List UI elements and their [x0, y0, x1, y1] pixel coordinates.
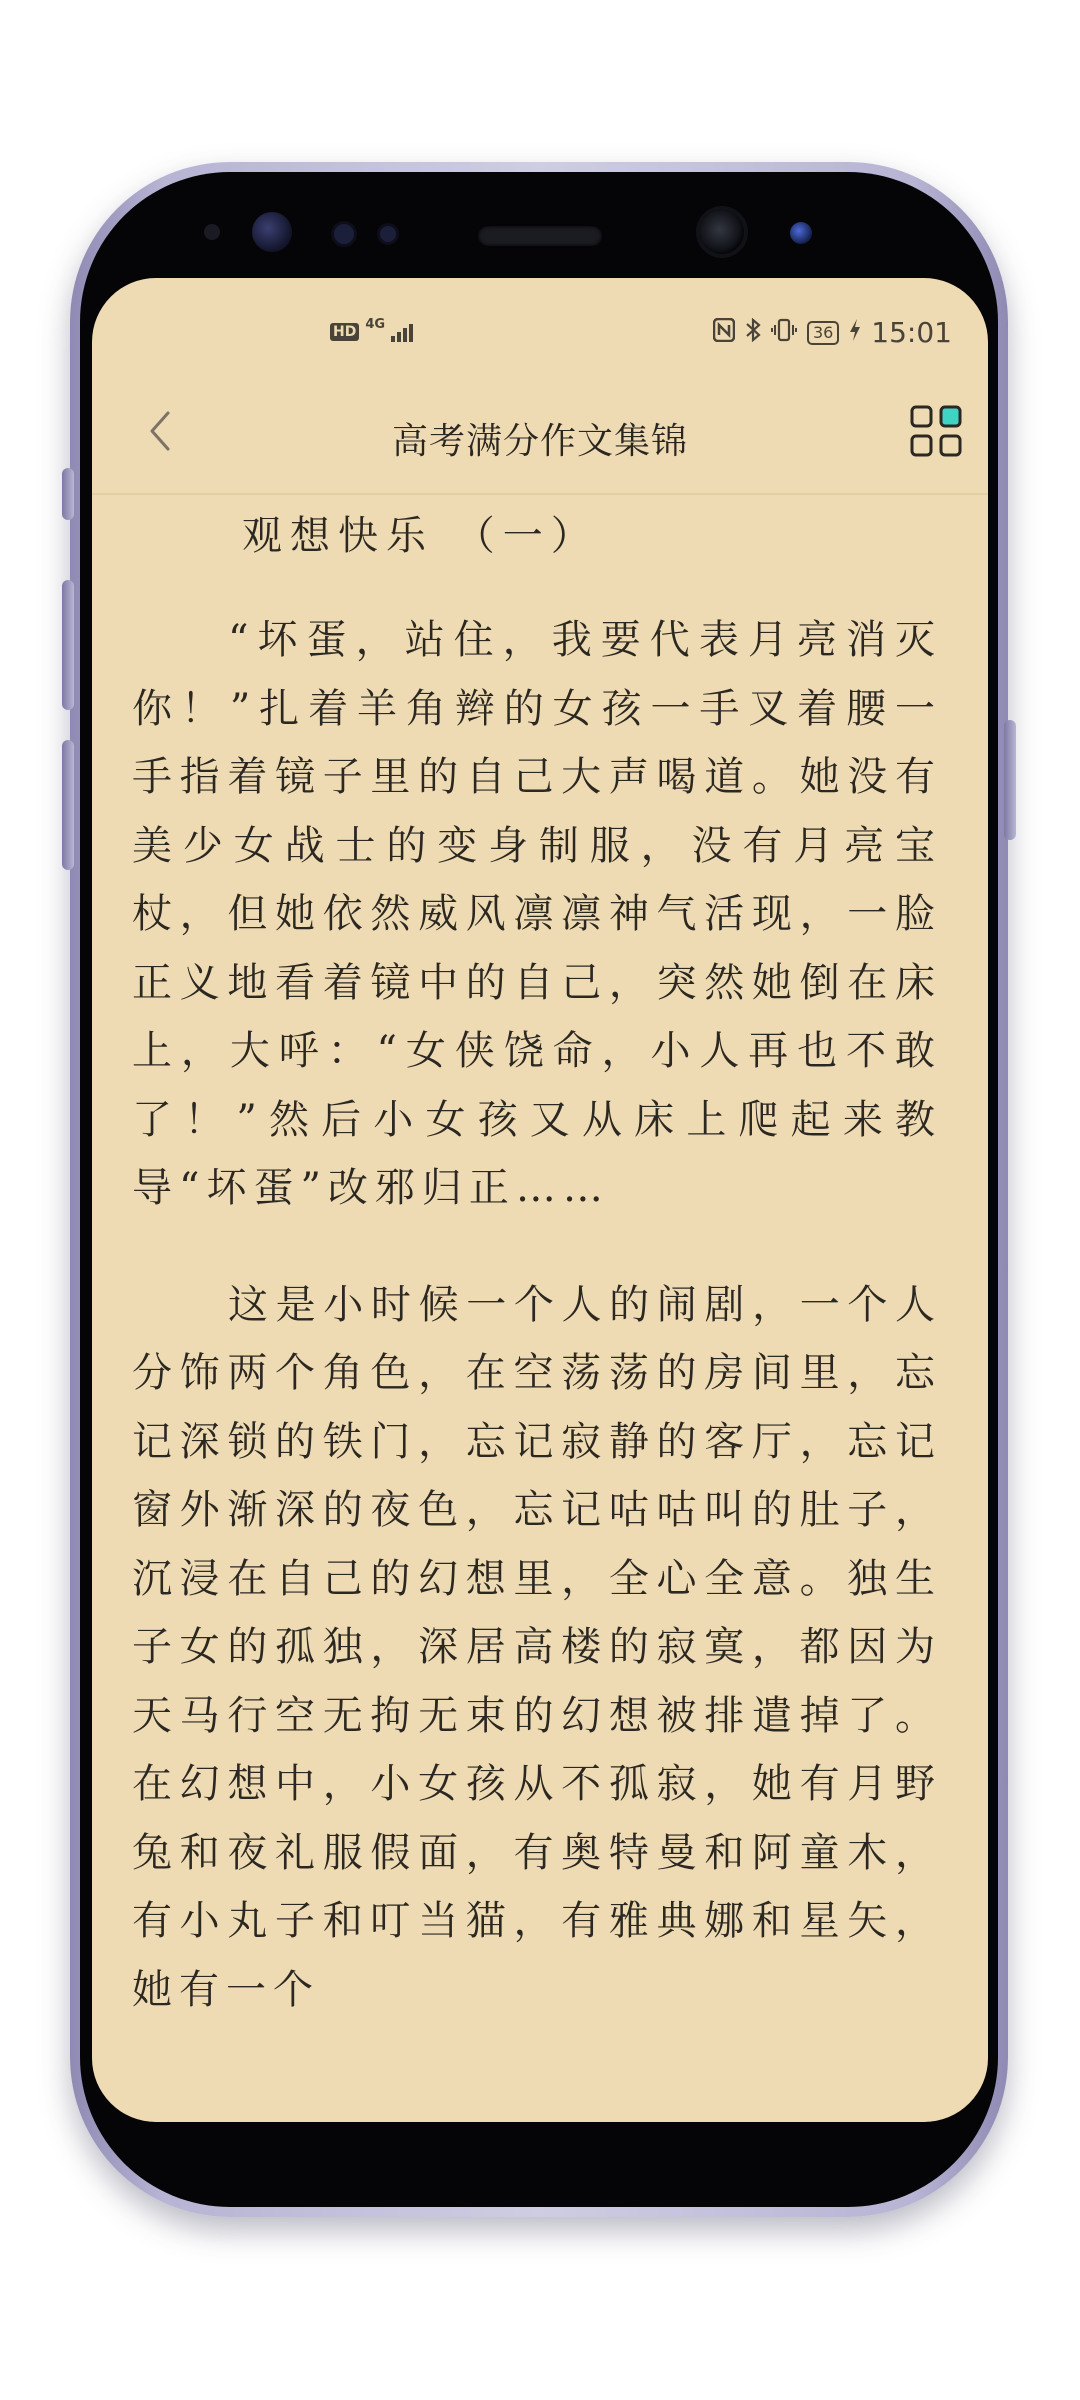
- iris-sensor: [252, 212, 292, 252]
- status-time: 15:01: [871, 316, 952, 349]
- signal-icon: [391, 322, 413, 342]
- article-paragraph: “坏蛋，站住，我要代表月亮消灭你！”扎着羊角辫的女孩一手叉着腰一手指着镜子里的自己大声喝道。她没有美少女战士的变身制服，没有月亮宝杖，但她依然威风凛凛神气活现，一脸正义地看着镜中的自己，突然她倒在床上，大呼：“女侠饶命，小人再也不敢了！”然后小女孩又从床上爬起来教导“坏蛋”改邪归正……: [132, 617, 942, 1211]
- side-button-left-1: [62, 468, 74, 520]
- article-paragraph: 这是小时候一个人的闹剧，一个人分饰两个角色，在空荡荡的房间里，忘记深锁的铁门，忘记寂静的客厅，忘记窗外渐深的夜色，忘记咕咕叫的肚子，沉浸在自己的幻想里，全心全意。独生子女的孤独，深居高楼的寂寞，都因为天马行空无拘无束的幻想被排遣掉了。在幻想中，小女孩从不孤寂，她有月野兔和夜礼服假面，有奥特曼和阿童木，有小丸子和叮当猫，有雅典娜和星矢，她有一个: [132, 1281, 942, 2013]
- grid-view-button[interactable]: [908, 403, 964, 459]
- network-type: 4G: [365, 316, 386, 332]
- charging-icon: [849, 318, 861, 347]
- battery-indicator: 36: [807, 321, 839, 345]
- chapter-title: 观想快乐 （一）: [242, 513, 599, 559]
- side-button-right: [1004, 720, 1016, 840]
- status-bar-right: [713, 316, 952, 349]
- nfc-icon: [713, 318, 735, 347]
- light-sensor-1: [334, 224, 354, 244]
- status-bar: [92, 278, 988, 349]
- vibrate-icon: [771, 318, 797, 347]
- article-content: [132, 506, 942, 2072]
- proximity-sensor: [204, 224, 220, 240]
- earpiece-speaker: [478, 226, 602, 246]
- side-button-left-3: [62, 740, 74, 870]
- front-camera: [700, 210, 744, 254]
- reader-toolbar: [92, 373, 988, 495]
- status-bar-left: [330, 316, 413, 342]
- side-button-left-2: [62, 580, 74, 710]
- grid-view-icon: [908, 403, 964, 459]
- bluetooth-icon: [745, 318, 761, 347]
- page-title: 高考满分作文集锦: [391, 421, 688, 462]
- secondary-camera: [790, 222, 812, 244]
- light-sensor-2: [380, 226, 396, 242]
- hd-badge: HD: [330, 323, 359, 341]
- reader-screen: [92, 278, 988, 2122]
